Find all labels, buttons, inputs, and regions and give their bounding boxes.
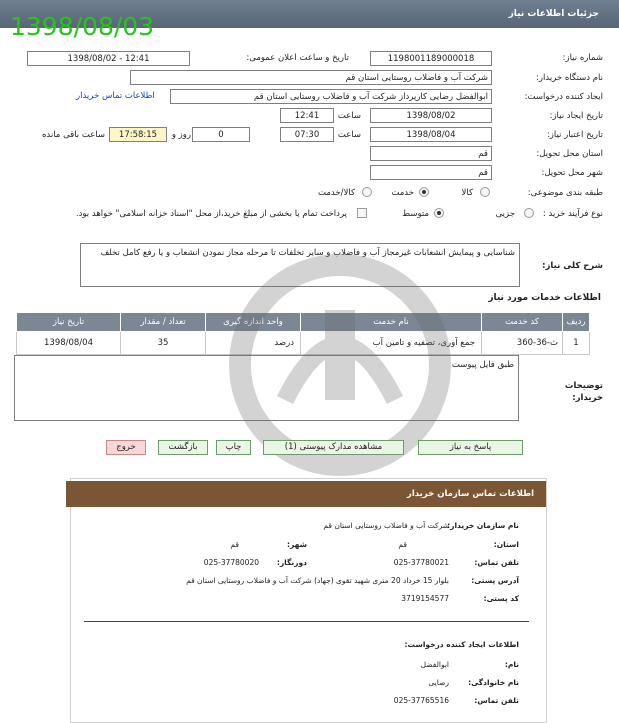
requester-name-value: ابوالفضل xyxy=(420,660,449,669)
validity-time-field: 07:30 xyxy=(280,127,334,142)
overlay-date: 1398/08/03 xyxy=(10,12,155,41)
create-time-label: ساعت xyxy=(337,111,361,121)
col-service-name: نام خدمت xyxy=(301,313,482,332)
contact-fax-label: دورنگار: xyxy=(276,558,307,567)
col-service-code: کد خدمت xyxy=(482,313,563,332)
create-date-label: تاریخ ایجاد نیاز: xyxy=(549,111,603,121)
cell-service-name: جمع آوری، تصفیه و تامین آب xyxy=(301,332,482,355)
contact-phone-label: تلفن تماس: xyxy=(474,558,519,567)
announce-field: 1398/08/02 - 12:41 xyxy=(27,51,190,66)
table-row xyxy=(17,332,590,355)
process-option-minor: جزیی xyxy=(495,209,515,219)
process-label: نوع فرآیند خرید : xyxy=(542,209,603,219)
requester-family-value: رضایی xyxy=(428,678,449,687)
treasury-note: پرداخت تمام یا بخشی از مبلغ خرید،از محل "اسناد خزانه اسلامی" خواهد بود. xyxy=(75,209,347,219)
process-radio-minor[interactable] xyxy=(524,208,534,218)
remaining-label: ساعت باقی مانده xyxy=(41,130,105,140)
category-radio-service[interactable] xyxy=(419,187,429,197)
validity-label: تاریخ اعتبار نیاز: xyxy=(546,130,603,140)
requester-section-title: اطلاعات ایجاد کننده درخواست: xyxy=(404,640,519,649)
reply-button[interactable]: پاسخ به نیاز xyxy=(418,440,523,455)
col-row-number: ردیف xyxy=(563,313,590,332)
days-label: روز و xyxy=(171,130,191,140)
days-field: 0 xyxy=(192,127,250,142)
buyer-notes-field: طبق فایل پیوست xyxy=(14,355,519,421)
services-header-row xyxy=(17,313,590,332)
process-option-medium: متوسط xyxy=(402,209,429,219)
cell-service-code: ث-36-360 xyxy=(482,332,563,355)
contact-phone-value: 025-37780021 xyxy=(393,558,449,567)
buyer-notes-label: توضیحات خریدار: xyxy=(564,381,603,403)
contact-postal-label: کد پستی: xyxy=(483,594,519,603)
category-radio-goods[interactable] xyxy=(480,187,490,197)
category-label: طبقه بندی موضوعی: xyxy=(527,188,603,198)
treasury-checkbox[interactable] xyxy=(357,208,367,218)
requester-phone-value: 025-37765516 xyxy=(393,696,449,705)
category-option-goods-service: کالا/خدمت xyxy=(318,188,355,198)
create-date-field: 1398/08/02 xyxy=(370,108,492,123)
category-option-goods: کالا xyxy=(461,188,473,198)
buyer-org-label: نام دستگاه خریدار: xyxy=(536,73,603,83)
category-radio-goods-service[interactable] xyxy=(362,187,372,197)
contact-city-label: شهر: xyxy=(287,540,307,549)
page-title: جزئیات اطلاعات نیاز xyxy=(508,9,599,19)
validity-time-label: ساعت xyxy=(337,130,361,140)
province-field: قم xyxy=(370,146,492,161)
requester-name-label: نام: xyxy=(504,660,519,669)
view-attachments-button[interactable]: مشاهده مدارک پیوستی (1) xyxy=(263,440,404,455)
summary-label: شرح کلی نیاز: xyxy=(542,261,603,271)
creator-label: ایجاد کننده درخواست: xyxy=(524,92,603,102)
create-time-field: 12:41 xyxy=(280,108,334,123)
need-number-label: شماره نیاز: xyxy=(562,53,603,63)
validity-date-field: 1398/08/04 xyxy=(370,127,492,142)
print-button[interactable]: چاپ xyxy=(216,440,251,455)
requester-family-label: نام خانوادگی: xyxy=(468,678,519,687)
contact-province-label: استان: xyxy=(493,540,519,549)
col-quantity: تعداد / مقدار xyxy=(121,313,206,332)
services-section-title: اطلاعات خدمات مورد نیاز xyxy=(488,293,601,303)
contact-divider xyxy=(84,621,529,622)
category-option-service: خدمت xyxy=(391,188,414,198)
need-number-field: 1198001189000018 xyxy=(370,51,492,66)
province-label: استان محل تحویل: xyxy=(536,149,603,159)
contact-postal-value: 3719154577 xyxy=(401,594,449,603)
col-unit: واحد اندازه گیری xyxy=(206,313,301,332)
announce-label: تاریخ و ساعت اعلان عمومی: xyxy=(246,53,349,63)
process-radio-medium[interactable] xyxy=(434,208,444,218)
cell-unit: درصد xyxy=(206,332,301,355)
city-label: شهر محل تحویل: xyxy=(541,168,603,178)
exit-button[interactable]: خروج xyxy=(106,440,146,455)
summary-field: شناسایی و پیمایش انشعابات غیرمجاز آب و فاضلاب و سایر تخلفات تا مرحله مجاز نمودن انشعاب و یا رفع کامل تخلف xyxy=(80,243,520,287)
contact-address-label: آدرس پستی: xyxy=(471,576,519,585)
services-table xyxy=(16,312,590,355)
contact-org-label: نام سازمان خریدار: xyxy=(447,521,519,530)
requester-phone-label: تلفن تماس: xyxy=(474,696,519,705)
buyer-org-field: شرکت آب و فاضلاب روستایی استان قم xyxy=(130,70,492,85)
col-need-date: تاریخ نیاز xyxy=(17,313,121,332)
back-button[interactable]: بازگشت xyxy=(158,440,208,455)
contact-fax-value: 025-37780020 xyxy=(203,558,259,567)
contact-province-value: قم xyxy=(398,540,407,549)
cell-quantity: 35 xyxy=(121,332,206,355)
cell-need-date: 1398/08/04 xyxy=(17,332,121,355)
contact-org-value: شرکت آب و فاضلاب روستایی استان قم xyxy=(323,521,449,530)
city-field: قم xyxy=(370,165,492,180)
buyer-contact-link[interactable]: اطلاعات تماس خریدار xyxy=(76,91,155,101)
creator-field: ابوالفضل رضایی کارپرداز شرکت آب و فاضلاب روستایی استان قم xyxy=(170,89,492,104)
remaining-time-field: 17:58:15 xyxy=(109,127,167,142)
contact-card-title: اطلاعات تماس سازمان خریدار xyxy=(406,489,534,499)
contact-address-value: بلوار 15 خرداد 20 متری شهید تقوی (جهاد) شرکت آب و فاضلاب روستایی استان قم xyxy=(186,576,449,585)
contact-city-value: قم xyxy=(230,540,239,549)
contact-card-header xyxy=(66,481,546,507)
cell-row-number: 1 xyxy=(563,332,590,355)
